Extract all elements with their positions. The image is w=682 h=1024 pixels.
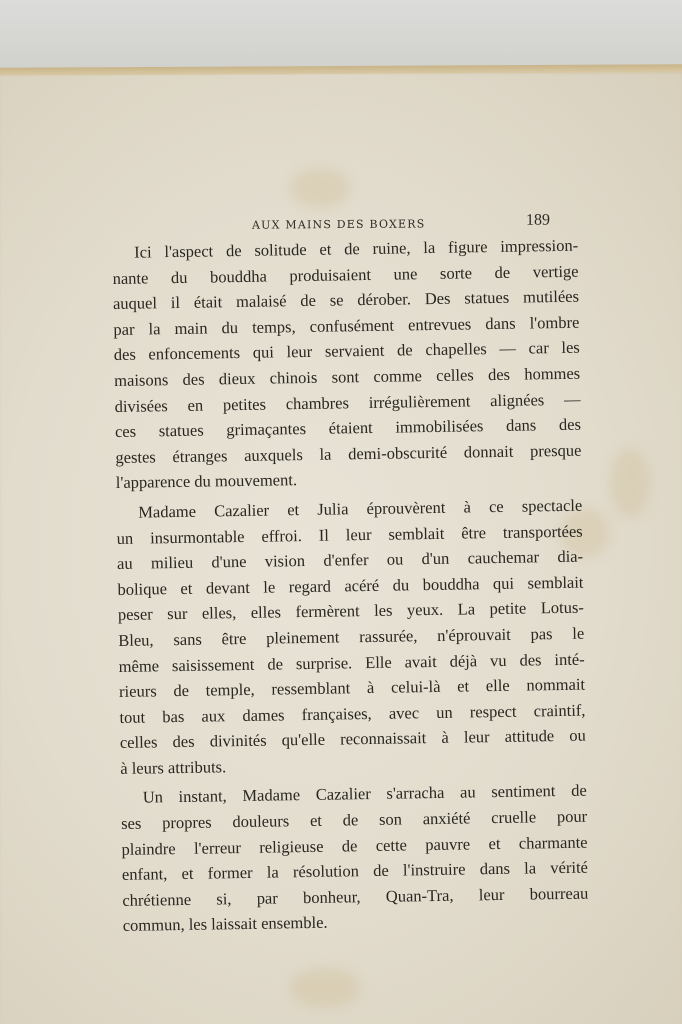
text-line: Un instant, Madame Cazalier s'arracha au sentiment de	[142, 781, 587, 808]
text-line: des enfoncements qui leur servaient de chapelles — car les	[113, 338, 580, 365]
text-line: gestes étranges auxquels la demi-obscurité donnait presque	[115, 440, 582, 467]
paper-stain	[610, 448, 650, 518]
text-line: peser sur elles, elles fermèrent les yeux. La petite Lotus-	[117, 597, 584, 625]
text-line: commun, les laissait ensemble.	[122, 913, 328, 936]
paper-stain	[290, 968, 360, 1008]
text-line: celles des divinités qu'elle reconnaissait à leur attitude ou	[119, 725, 586, 753]
page-number: 189	[525, 211, 551, 229]
text-line: auquel il était malaisé de se dérober. Des statues mutilées	[112, 286, 580, 314]
text-line: Ici l'aspect de solitude et de ruine, la figure impression-	[134, 235, 579, 262]
text-line: maisons des dieux chinois sont comme celles des hommes	[114, 363, 581, 390]
text-line: au milieu d'une vision d'enfer ou d'un cauchemar dia-	[116, 546, 584, 574]
body-text	[112, 233, 589, 943]
text-line: chrétienne si, par bonheur, Quan-Tra, leur bourreau	[122, 883, 589, 910]
paragraph	[112, 233, 582, 496]
text-line: divisées en petites chambres irrégulièrement alignées —	[114, 389, 581, 416]
text-line: ces statues grimaçantes étaient immobilisées dans des	[114, 414, 582, 442]
text-line: enfant, et former la résolution de l'instruire dans la vérité	[121, 857, 589, 885]
text-line: même saisissement de surprise. Elle avait déjà vu des inté-	[118, 649, 585, 676]
text-line: ses propres douleurs et de son anxiété cruelle pour	[121, 806, 588, 833]
text-line: plaindre l'erreur religieuse de cette pauvre et charmante	[121, 832, 588, 859]
paragraph	[116, 493, 586, 782]
paragraph	[121, 778, 589, 939]
text-line: Bleu, sans être pleinement rassurée, n'éprouvait pas le	[118, 623, 585, 650]
text-line: nante du bouddha produisaient une sorte de vertige	[112, 261, 579, 288]
text-line: par la main du temps, confusément entrevues dans l'ombre	[113, 312, 580, 339]
text-line: l'apparence du mouvement.	[115, 470, 298, 493]
text-line: un insurmontable effroi. Il leur semblait être transportées	[116, 521, 583, 548]
text-line: tout bas aux dames françaises, avec un respect craintif,	[119, 700, 586, 727]
text-line: à leurs attributs.	[120, 757, 227, 778]
text-line: bolique et devant le regard acéré du bouddha qui semblait	[117, 572, 584, 599]
text-line: rieurs de temple, ressemblant à celui-là et elle nommait	[118, 674, 586, 702]
text-line: Madame Cazalier et Julia éprouvèrent à ce spectacle	[138, 495, 583, 522]
running-head: AUX MAINS DES BOXERS	[251, 217, 426, 232]
paper-stain	[290, 168, 350, 208]
